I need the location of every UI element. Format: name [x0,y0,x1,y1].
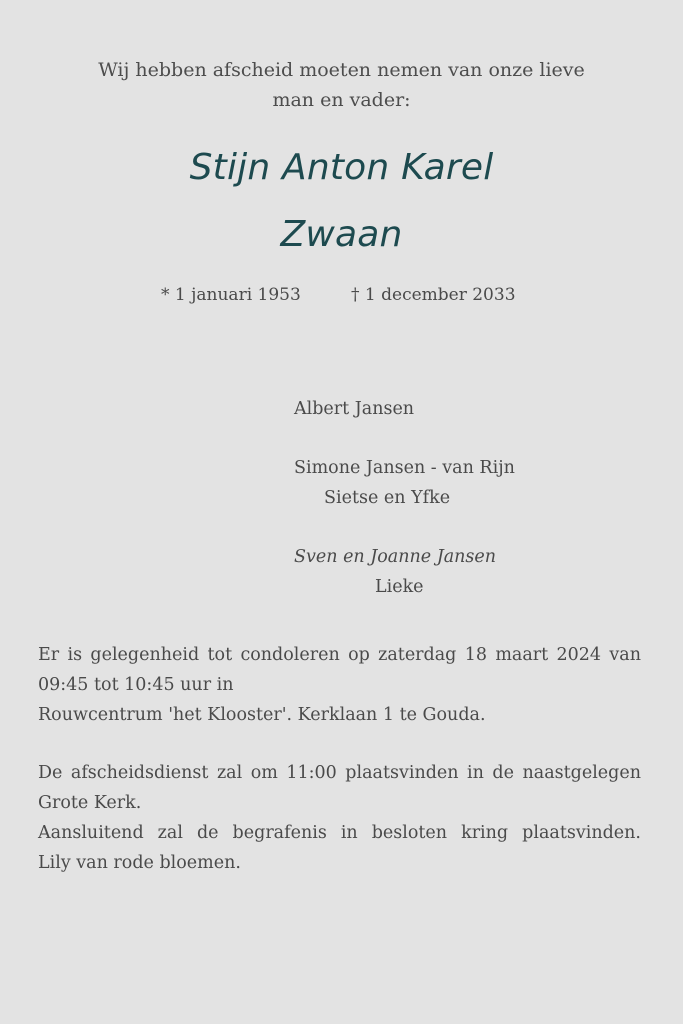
family-member: Albert Jansen [294,399,415,419]
condolence-line-3: Rouwcentrum 'het Klooster'. Kerklaan 1 te Gouda. [38,705,486,725]
service-line-2: Grote Kerk. [38,793,142,813]
service-line-3: Aansluitend zal de begrafenis in besloten kring plaatsvinden. [38,823,641,843]
deceased-name-line-1: Stijn Anton Karel [189,147,494,188]
family-member: Lieke [375,577,424,597]
intro-text [40,55,643,115]
service-line-4: Lily van rode bloemen. [38,853,241,873]
death-date: † 1 december 2033 [351,285,516,305]
condolence-paragraph [38,640,641,730]
condolence-line-2: 09:45 tot 10:45 uur in [38,675,234,695]
family-member: Sietse en Yfke [324,488,451,508]
family-member: Simone Jansen - van Rijn [294,458,515,478]
deceased-name-line-2: Zwaan [280,214,403,255]
birth-date: * 1 januari 1953 [161,285,301,305]
service-paragraph [38,758,641,878]
service-line-1: De afscheidsdienst zal om 11:00 plaatsvinden in de naastgelegen [38,763,641,783]
family-member: Sven en Joanne Jansen [294,547,497,567]
intro-line-2: man en vader: [272,89,411,111]
condolence-line-1: Er is gelegenheid tot condoleren op zaterdag 18 maart 2024 van [38,645,641,665]
intro-line-1: Wij hebben afscheid moeten nemen van onze lieve [98,59,585,81]
